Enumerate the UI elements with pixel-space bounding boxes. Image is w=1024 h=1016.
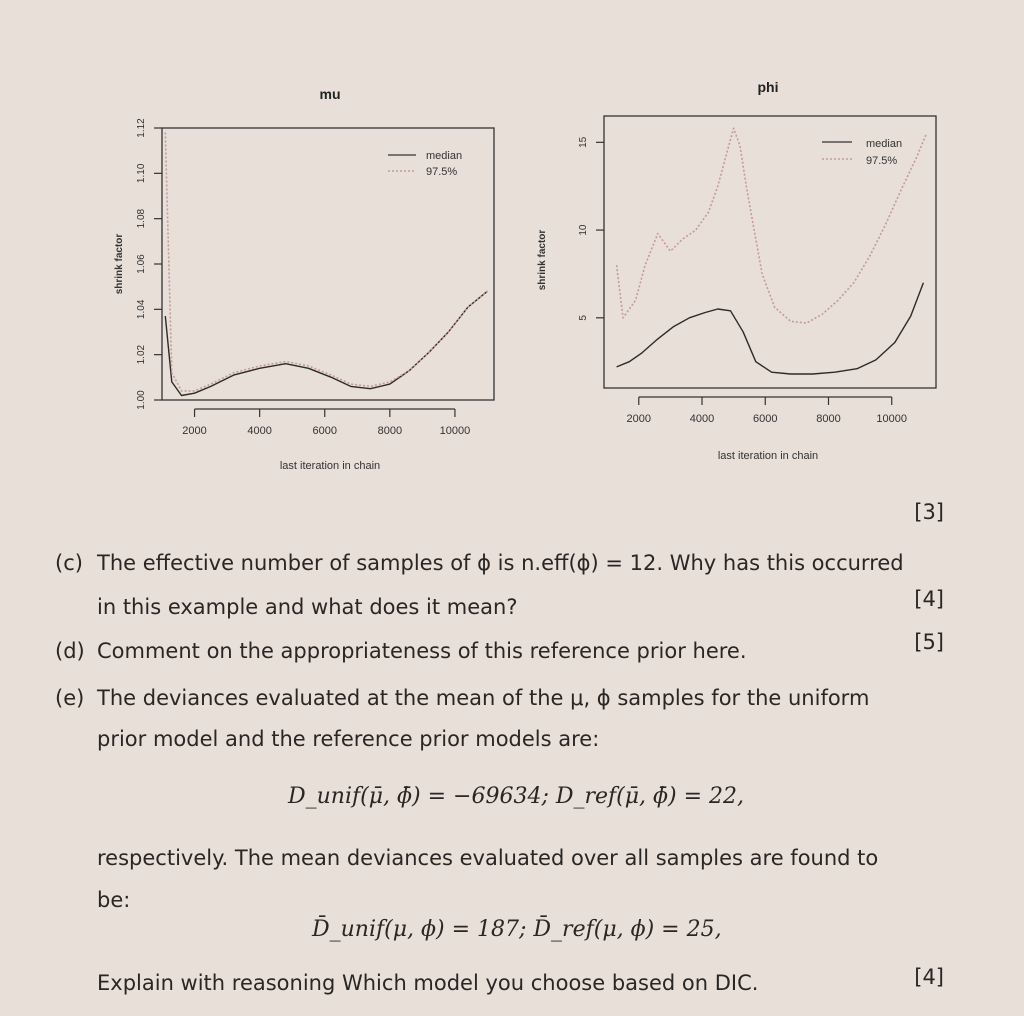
- question-e-be: be:: [97, 888, 131, 912]
- phi-ytick-label: 10: [578, 224, 589, 236]
- chart-phi: [537, 79, 936, 462]
- mu-ytick-label: 1.06: [136, 254, 147, 274]
- mu-xtick-label: 2000: [182, 425, 207, 437]
- chart-mu: [114, 86, 494, 472]
- question-c-label: (c): [55, 551, 83, 575]
- phi-xtick-label: 2000: [626, 413, 652, 425]
- question-c-line1: The effective number of samples of ϕ is n.eff(ϕ) = 12. Why has this occurred: [97, 551, 904, 575]
- question-e-line1: The deviances evaluated at the mean of the μ, ϕ samples for the uniform: [97, 686, 870, 710]
- mu-series-median: [165, 291, 487, 395]
- phi-xtick-label: 6000: [753, 413, 778, 425]
- phi-ytick-label: 5: [578, 315, 589, 321]
- mu-xtick-label: 10000: [439, 425, 471, 437]
- mu-ytick-label: 1.10: [136, 163, 147, 184]
- chart-mu-y-axis: [136, 118, 162, 410]
- chart-mu-legend: [388, 150, 462, 178]
- mu-ytick-label: 1.04: [136, 299, 147, 320]
- chart-phi-xlabel: last iteration in chain: [717, 450, 819, 462]
- mu-ytick-label: 1.00: [136, 390, 147, 410]
- mu-xtick-label: 4000: [247, 425, 272, 437]
- chart-mu-title: mu: [319, 86, 341, 102]
- chart-mu-ylabel: shrink factor: [114, 233, 125, 295]
- equation-mean-deviance: D̄_unif(μ, ϕ) = 187; D̄_ref(μ, ϕ) = 25,: [312, 917, 722, 942]
- question-d-text: Comment on the appropriateness of this reference prior here.: [97, 639, 747, 663]
- charts-area: [0, 0, 1024, 490]
- chart-phi-legend-median: median: [866, 138, 903, 150]
- equation-deviance-at-mean: D_unif(μ̄, ϕ̄) = −69634; D_ref(μ̄, ϕ̄) = 22,: [288, 784, 745, 809]
- chart-mu-x-axis: [182, 409, 470, 437]
- question-c-line2: in this example and what does it mean?: [97, 595, 518, 619]
- chart-phi-y-axis: [578, 136, 604, 320]
- phi-xtick-label: 10000: [876, 413, 908, 425]
- chart-phi-title: phi: [757, 79, 779, 95]
- mark-3: [3]: [914, 500, 944, 524]
- chart-phi-legend-975: 97.5%: [866, 155, 898, 167]
- chart-phi-ylabel: shrink factor: [537, 229, 548, 291]
- phi-xtick-label: 8000: [816, 413, 841, 425]
- mu-xtick-label: 8000: [377, 425, 403, 437]
- question-d-label: (d): [55, 639, 85, 663]
- chart-mu-legend-median: median: [426, 150, 463, 162]
- phi-ytick-label: 15: [578, 136, 589, 148]
- chart-phi-x-axis: [627, 397, 907, 425]
- mark-4-e: [4]: [914, 965, 944, 989]
- phi-xtick-label: 4000: [689, 413, 715, 425]
- question-e-label: (e): [55, 686, 85, 710]
- mark-4-c: [4]: [914, 587, 944, 611]
- mu-ytick-label: 1.12: [136, 118, 147, 138]
- question-e-line2: prior model and the reference prior models are:: [97, 727, 600, 751]
- mu-ytick-label: 1.08: [136, 208, 147, 229]
- question-e-final: Explain with reasoning Which model you choose based on DIC.: [97, 971, 759, 995]
- question-e-respectively: respectively. The mean deviances evaluated over all samples are found to: [97, 846, 879, 870]
- chart-mu-legend-975: 97.5%: [426, 166, 458, 178]
- mark-5: [5]: [914, 630, 944, 654]
- mu-ytick-label: 1.02: [136, 344, 147, 365]
- chart-phi-legend: [822, 138, 902, 167]
- chart-mu-xlabel: last iteration in chain: [279, 460, 381, 472]
- mu-xtick-label: 6000: [312, 425, 337, 437]
